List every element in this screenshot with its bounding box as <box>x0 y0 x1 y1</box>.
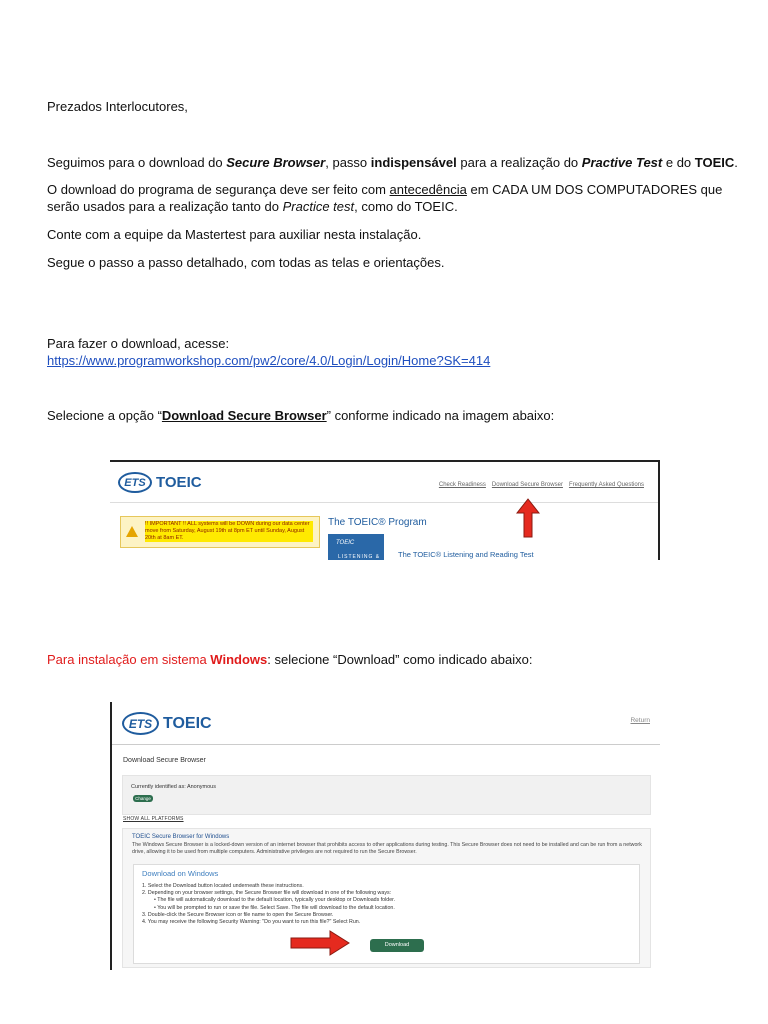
ets-logo: ETS <box>118 472 152 493</box>
thumb-subtitle: LISTENING & <box>338 554 381 560</box>
header-divider <box>112 744 660 745</box>
warning-banner <box>120 516 320 548</box>
ets-toeic-logo <box>122 712 212 735</box>
windows-panel <box>122 828 651 968</box>
text: , como do TOEIC. <box>354 199 458 214</box>
text: O download do programa de segurança deve ser feito com <box>47 182 390 197</box>
toeic-logo-text: TOEIC <box>156 474 202 491</box>
paragraph-windows <box>47 651 532 668</box>
step: 3. Double-click the Secure Browser icon or file name to open the Secure Browser. <box>142 911 334 918</box>
windows-panel-description: The Windows Secure Browser is a locked-down version of an internet browser that prohibits access to other applications during testing. This Secure Browser does not need to be installed and can be run from a network drive, allowing it to be used from multiple computers. Administrative privileges are not required to run the Secure Browser. <box>132 842 642 855</box>
secure-browser-emph: Secure Browser <box>226 155 326 170</box>
paragraph-secure-browser <box>47 154 738 171</box>
text: em CADA UM DOS COMPUTADORES que <box>466 182 723 197</box>
instruction-steps <box>142 883 395 926</box>
header-divider <box>110 502 658 503</box>
identity-box <box>122 775 651 815</box>
step: 1. Select the Download button located underneath these instructions. <box>142 883 304 889</box>
text: ” conforme indicado na imagem abaixo: <box>326 408 555 423</box>
text: e do <box>662 155 695 170</box>
step: 2. Depending on your browser settings, the Secure Browser file will download in one of the following ways: <box>142 890 392 897</box>
change-button[interactable]: Change <box>133 795 153 802</box>
practice-test-emph: Practice test <box>282 199 355 214</box>
windows-emph: Windows <box>210 652 268 667</box>
program-title: The TOEIC® Program <box>328 517 427 528</box>
indispensavel-emph: indispensável <box>370 155 457 170</box>
program-thumbnail[interactable] <box>328 534 384 560</box>
ets-toeic-logo <box>118 472 202 493</box>
text: Selecione a opção “ <box>47 408 162 423</box>
paragraph-step-by-step: Segue o passo a passo detalhado, com todas as telas e orientações. <box>47 255 445 270</box>
text: serão usados para a realização tanto do <box>47 199 283 214</box>
practive-test-emph: Practive Test <box>581 155 663 170</box>
warning-icon <box>126 526 138 537</box>
text-red: Para instalação em sistema <box>47 652 211 667</box>
text: Seguimos para o download do <box>47 155 227 170</box>
download-button[interactable]: Download <box>370 939 424 952</box>
red-arrow-up-icon <box>516 498 540 538</box>
program-subtitle[interactable]: The TOEIC® Listening and Reading Test <box>398 550 534 559</box>
thumb-title: TOEIC <box>336 540 355 546</box>
download-link[interactable]: https://www.programworkshop.com/pw2/core/4.0/Login/Login/Home?SK=414 <box>47 353 491 368</box>
text: selecione “Download” como indicado abaixo: <box>270 652 533 667</box>
download-instructions-title: Download on Windows <box>142 869 219 878</box>
windows-panel-title: TOEIC Secure Browser for Windows <box>132 834 230 840</box>
ets-logo: ETS <box>122 712 159 735</box>
step-bullet: • The file will automatically download to the default location, typically your desktop or Downloads folder. <box>154 897 396 904</box>
nav-download-secure-browser[interactable]: Download Secure Browser <box>491 482 563 488</box>
toeic-logo-text: TOEIC <box>163 714 212 732</box>
step: 4. You may receive the following Security Warning: "Do you want to run this file?" Select Run. <box>142 919 361 926</box>
paragraph-download-program <box>47 181 722 215</box>
text: . <box>734 155 738 170</box>
red-arrow-right-icon <box>290 930 350 956</box>
paragraph-access: Para fazer o download, acesse: <box>47 336 230 351</box>
top-nav <box>439 482 644 488</box>
text: , passo <box>325 155 371 170</box>
show-all-platforms-link[interactable]: SHOW ALL PLATFORMS <box>123 816 184 822</box>
screenshot-download-page <box>110 702 660 970</box>
nav-faq[interactable]: Frequently Asked Questions <box>568 482 644 488</box>
greeting: Prezados Interlocutores, <box>47 99 188 114</box>
paragraph-mastertest: Conte com a equipe da Mastertest para auxiliar nesta instalação. <box>47 227 422 242</box>
text: para a realização do <box>456 155 582 170</box>
download-instructions <box>133 864 640 964</box>
return-link[interactable]: Return <box>630 717 650 724</box>
download-page-title: Download Secure Browser <box>123 757 206 764</box>
step-bullet: • You will be prompted to run or save the file. Select Save. The file will download to the default location. <box>154 904 395 911</box>
text: : <box>267 652 271 667</box>
download-secure-browser-emph: Download Secure Browser <box>161 408 327 423</box>
antecedencia-underline: antecedência <box>389 182 467 197</box>
warning-text: !! IMPORTANT !! ALL systems will be DOWN during our data center move from Saturday, August 19th at 8pm ET until Sunday, August 20th at 8am ET. <box>145 521 313 542</box>
paragraph-select-option <box>47 407 554 424</box>
screenshot-toeic-home <box>110 460 660 560</box>
nav-check-readiness[interactable]: Check Readiness <box>438 482 486 488</box>
identified-as: Currently identified as: Anonymous <box>131 784 216 790</box>
toeic-emph: TOEIC <box>694 155 735 170</box>
